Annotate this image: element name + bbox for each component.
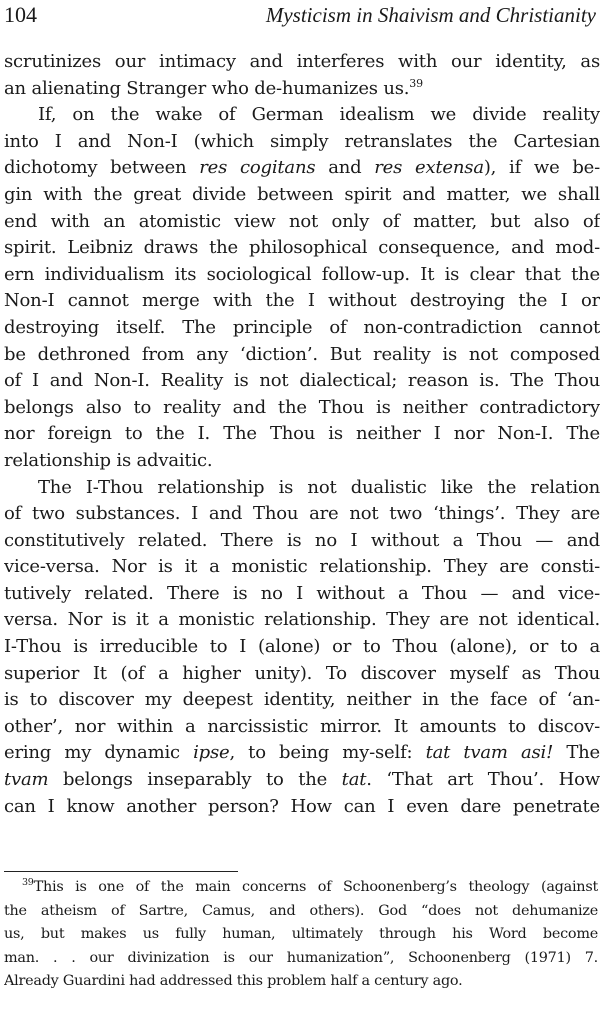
text-line: superior It (of a higher unity). To discover myself as Thou (4, 662, 600, 684)
text-line: nor foreign to the I. The Thou is neither I nor Non-I. The (4, 423, 600, 445)
text-line: scrutinizes our intimacy and interferes with our identity, as (4, 51, 600, 72)
text-line: spirit. Leibniz draws the philosophical consequence, and mod- (4, 237, 600, 259)
text-line: ern individualism its sociological follow-up. It is clear that the (4, 263, 600, 285)
sanskrit-term: ipse (193, 742, 230, 764)
paragraph-first-line: If, on the wake of German idealism we divide reality (38, 104, 600, 126)
footnote-reference: 39 (409, 76, 423, 90)
page-header (4, 2, 596, 32)
sanskrit-phrase: tat tvam asi! (425, 742, 554, 764)
sanskrit-term: tvam (4, 769, 49, 791)
text-line: tutively related. There is no I without a Thou — and vice- (4, 582, 600, 604)
footnote-line: $^{39}$This is one of the main concerns of Schoonenberg’s theology (against (22, 877, 598, 895)
text-line: dichotomy between res cogitans and res extensa), if we be- (4, 157, 600, 179)
footnote-line: Already Guardini had addressed this problem half a century ago. (4, 973, 463, 990)
text-line: constitutively related. There is no I without a Thou — and (4, 529, 600, 551)
text-line: is to discover my deepest identity, neither in the face of ‘an- (4, 689, 600, 711)
paragraph-first-line: The I-Thou relationship is not dualistic like the relation (38, 476, 600, 498)
text-line: other’, nor within a narcissistic mirror. It amounts to discov- (4, 715, 600, 737)
text-line: of I and Non-I. Reality is not dialectical; reason is. The Thou (4, 370, 600, 392)
latin-term: res cogitans (199, 157, 316, 179)
text-line: into I and Non-I (which simply retranslates the Cartesian (4, 130, 600, 152)
text-line: relationship is advaitic. (4, 449, 213, 471)
text-line: destroying itself. The principle of non-contradiction cannot (4, 316, 600, 338)
text-line: Non-I cannot merge with the I without destroying the I or (4, 290, 600, 312)
text-line: tvam belongs inseparably to the tat. ‘That art Thou’. How (4, 769, 600, 791)
page-number: 104 (4, 2, 37, 27)
text-line: can I know another person? How can I even dare penetrate (4, 795, 600, 817)
text-line: vice-versa. Nor is it a monistic relationship. They are consti- (4, 556, 600, 578)
footnote-line: the atheism of Sartre, Camus, and others). God “does not dehumanize (4, 902, 598, 919)
text-line: ering my dynamic ipse, to being my-self: tat tvam asi! The (4, 742, 600, 764)
text-line: I-Thou is irreducible to I (alone) or to Thou (alone), or to a (4, 636, 600, 658)
footnote-line: us, but makes us fully human, ultimately through his Word become (4, 926, 598, 943)
latin-term: res extensa (374, 157, 484, 179)
text-line: of two substances. I and Thou are not two ‘things’. They are (4, 503, 600, 525)
footnote-separator (4, 871, 238, 872)
text-line: be dethroned from any ‘diction’. But reality is not composed (4, 343, 600, 365)
footnote-line: man. . . our divinization is our humanization”, Schoonenberg (1971) 7. (4, 949, 598, 966)
text-line: an alienating Stranger who de-humanizes us.$^{39}$ (4, 76, 423, 99)
text-line: versa. Nor is it a monistic relationship. They are not identical. (4, 609, 600, 631)
footnote-marker: 39 (22, 877, 34, 889)
running-head: Mysticism in Shaivism and Christianity (265, 3, 596, 27)
body-text (4, 49, 600, 820)
text-line: gin with the great divide between spirit and matter, we shall (4, 183, 600, 205)
text-line: belongs also to reality and the Thou is neither contradictory (4, 396, 600, 418)
sanskrit-term: tat (341, 769, 367, 791)
footnote (4, 876, 598, 994)
text-line: end with an atomistic view not only of matter, but also of (4, 210, 600, 232)
